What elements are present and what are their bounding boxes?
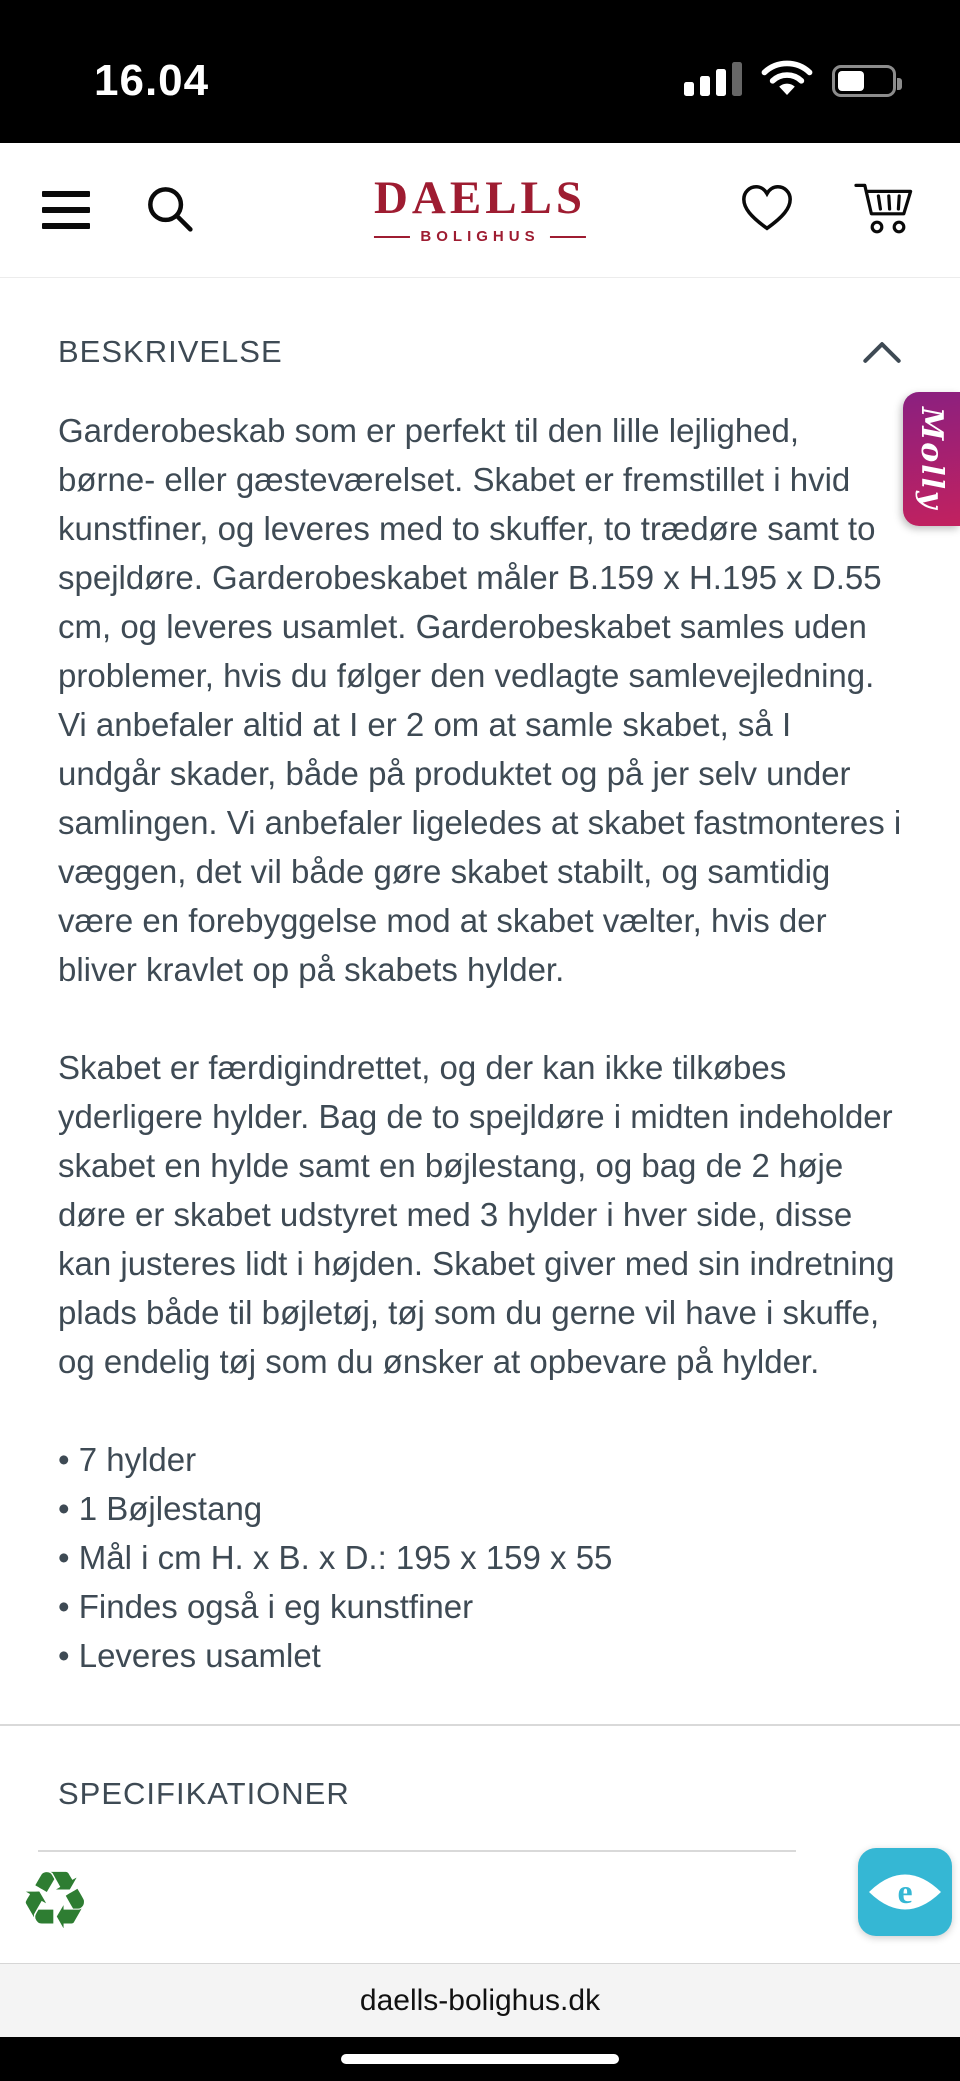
list-item: • Mål i cm H. x B. x D.: 195 x 159 x 55 [58, 1539, 613, 1576]
search-button[interactable] [142, 181, 196, 240]
list-item: • 7 hylder [58, 1441, 197, 1478]
svg-text:e: e [897, 1874, 913, 1912]
chevron-up-icon[interactable] [862, 340, 902, 365]
logo-rule-right [550, 236, 586, 238]
e-maerket-eye-icon [866, 1866, 944, 1918]
brand-subtitle-row [374, 228, 586, 245]
status-bar [0, 0, 960, 143]
hamburger-icon [42, 191, 90, 197]
specifications-section [0, 1776, 960, 1812]
feature-list [58, 1435, 902, 1680]
molly-chat-tab[interactable] [903, 392, 960, 526]
battery-tip [897, 78, 902, 90]
browser-address-bar[interactable] [0, 1963, 960, 2037]
header-left [42, 181, 196, 240]
brand-name: DAELLS [373, 172, 587, 224]
battery-fill [838, 71, 864, 91]
battery-icon [832, 65, 896, 97]
list-item: • Findes også i eg kunstfiner [58, 1588, 474, 1625]
specifications-accordion-header[interactable] [58, 1776, 902, 1812]
magnifier-icon [142, 181, 196, 235]
home-indicator[interactable] [341, 2054, 619, 2064]
list-item: • 1 Bøjlestang [58, 1490, 263, 1527]
specifications-divider [38, 1850, 796, 1852]
description-paragraph-1: Garderobeskab som er perfekt til den lille lejlighed, børne- eller gæsteværelset. Skabet er fremstillet i hvid kunstfiner, og leveres med to skuffer, to trædøre samt to spejldøre. Garderobeskabet måler B.159 x H.195 x D.55 cm, og leveres usamlet. Garderobeskabet samles uden problemer, hvis du følger den vedlagte samlevejledning. Vi anbefaler altid at I er 2 om at samle skabet, så I undgår skader, både på produktet og på jer selv under samlingen. Vi anbefaler ligeledes at skabet fastmonteres i væggen, det vil både gøre skabet stabilt, og samtidig være en forebyggelse mod at skabet vælter, hvis der bliver kravlet op på skabets hylder. [58, 412, 902, 988]
cellular-signal-icon [684, 60, 742, 101]
brand-logo[interactable] [373, 172, 587, 245]
status-icons [684, 59, 896, 102]
description-title: BESKRIVELSE [58, 334, 283, 369]
header-right [738, 179, 918, 242]
list-item: • Leveres usamlet [58, 1637, 321, 1674]
menu-button[interactable] [42, 191, 90, 229]
shopping-cart-icon [852, 179, 918, 237]
cart-button[interactable] [852, 179, 918, 242]
brand-subtitle: BOLIGHUS [420, 228, 540, 245]
emaerket-badge[interactable] [858, 1848, 952, 1936]
site-header [0, 143, 960, 278]
wishlist-button[interactable] [738, 182, 796, 239]
description-accordion-header[interactable] [58, 334, 902, 370]
home-indicator-band [0, 2037, 960, 2081]
recycle-badge[interactable] [12, 1854, 98, 1947]
browser-url: daells-bolighus.dk [359, 1983, 601, 2017]
main-content [0, 334, 960, 1680]
molly-chat-label: Molly [914, 407, 949, 511]
logo-rule-left [374, 236, 410, 238]
wifi-icon [760, 59, 814, 102]
recycle-icon: ♻ [19, 1854, 91, 1947]
description-paragraph-2: Skabet er færdigindrettet, og der kan ikke tilkøbes yderligere hylder. Bag de to spejldøre i midten indeholder skabet en hylde samt en bøjlestang, og bag de 2 høje døre er skabet udstyret med 3 hylder i hver side, disse kan justeres lidt i højden. Skabet giver med sin indretning plads både til bøjletøj, tøj som du gerne vil have i skuffe, og endelig tøj som du ønsker at opbevare på hylder. [58, 1049, 895, 1380]
status-time: 16.04 [94, 55, 210, 105]
section-divider [0, 1724, 960, 1726]
heart-icon [738, 182, 796, 234]
specifications-title: SPECIFIKATIONER [58, 1776, 350, 1811]
